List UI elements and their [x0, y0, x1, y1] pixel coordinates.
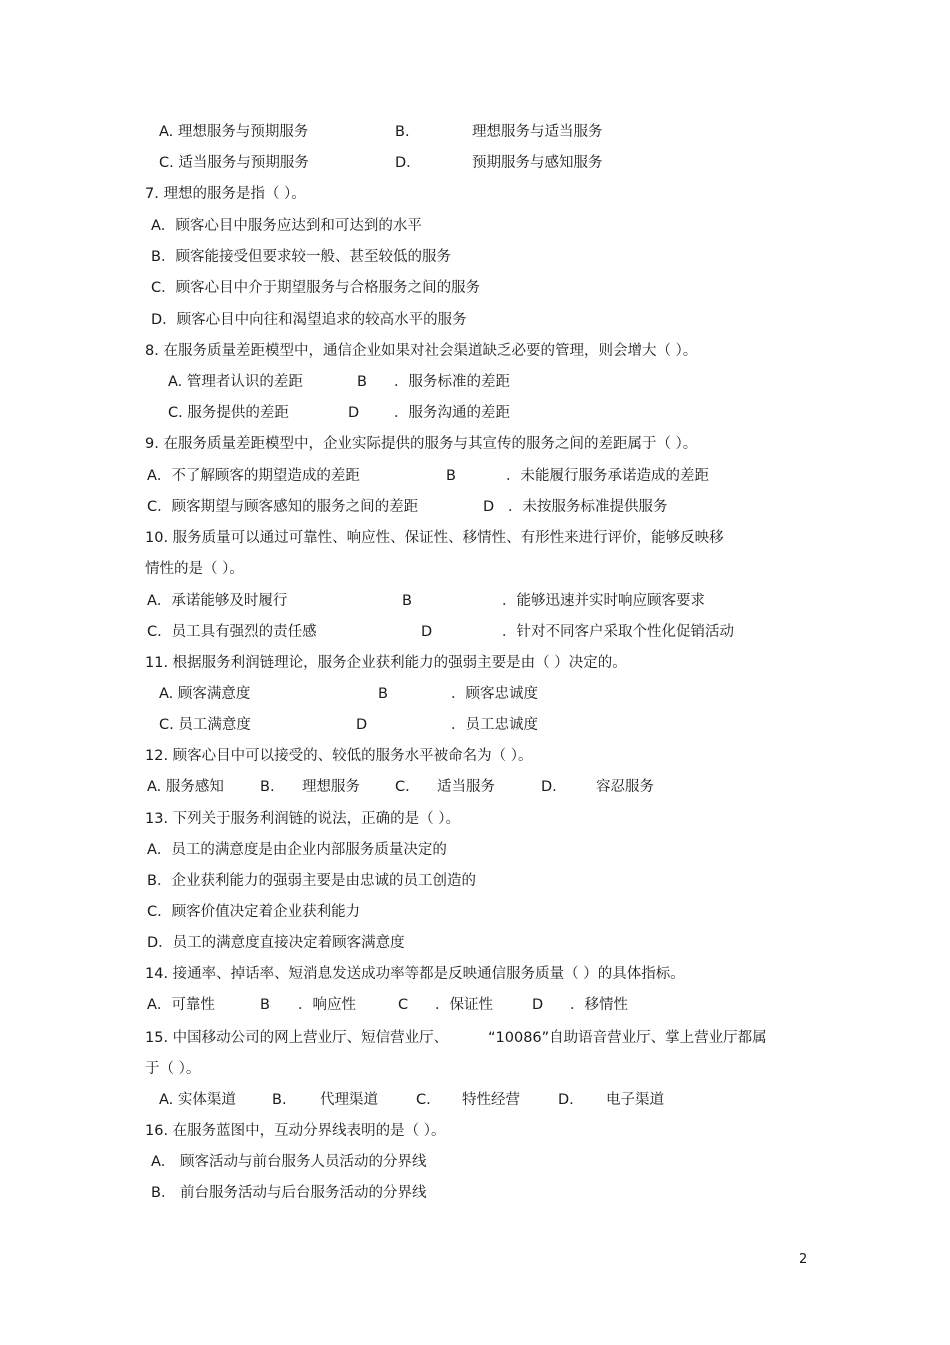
option-text: ．移情性	[570, 997, 628, 1013]
option-text: ．服务标准的差距	[394, 374, 510, 390]
option-row: A. 管理者认识的差距	[168, 374, 303, 390]
question-10-continued: 情性的是（ ）。	[145, 561, 244, 577]
option-letter: B	[260, 997, 270, 1013]
option-letter: D	[483, 499, 495, 515]
question-13: 13. 下列关于服务利润链的说法，正确的是（ ）。	[145, 811, 461, 827]
option-row: A．员工的满意度是由企业内部服务质量决定的	[147, 842, 447, 858]
option-row: C. 服务提供的差距	[168, 405, 289, 421]
option-text: ．保证性	[435, 997, 493, 1013]
option-row: A．不了解顾客的期望造成的差距	[147, 468, 360, 484]
option-letter: C.	[395, 779, 410, 795]
option-text: 理想服务与适当服务	[472, 124, 603, 140]
question-12: 12. 顾客心目中可以接受的、较低的服务水平被命名为（ ）。	[145, 748, 533, 764]
option-text: ．针对不同客户采取个性化促销活动	[502, 624, 734, 640]
option-text: 特性经营	[462, 1092, 520, 1108]
option-letter: B	[446, 468, 456, 484]
page-number: 2	[799, 1252, 808, 1267]
option-row: C. 适当服务与预期服务	[159, 155, 309, 171]
option-letter: D	[356, 717, 368, 733]
question-16: 16. 在服务蓝图中，互动分界线表明的是（ ）。	[145, 1123, 446, 1139]
option-text: 适当服务	[437, 779, 495, 795]
option-text: ．响应性	[298, 997, 356, 1013]
question-14: 14. 接通率、掉话率、短消息发送成功率等都是反映通信服务质量（ ）的具体指标。	[145, 966, 685, 982]
option-text: 电子渠道	[606, 1092, 664, 1108]
option-row: D．顾客心目中向往和渴望追求的较高水平的服务	[151, 312, 467, 328]
question-10: 10. 服务质量可以通过可靠性、响应性、保证性、移情性、有形性来进行评价，能够反映移	[145, 530, 724, 546]
option-letter: B	[402, 593, 412, 609]
option-letter: D	[421, 624, 433, 640]
option-row: A. 实体渠道	[159, 1092, 236, 1108]
option-letter: D.	[541, 779, 557, 795]
option-row: A. 顾客满意度	[159, 686, 251, 702]
option-text: 代理渠道	[320, 1092, 378, 1108]
option-text: ．未能履行服务承诺造成的差距	[506, 468, 709, 484]
option-row: C．顾客期望与顾客感知的服务之间的差距	[147, 499, 419, 515]
question-9: 9. 在服务质量差距模型中，企业实际提供的服务与其宣传的服务之间的差距属于（ ）。	[145, 436, 698, 452]
question-15: 15. 中国移动公司的网上营业厅、短信营业厅、	[145, 1030, 449, 1046]
option-letter: C	[398, 997, 409, 1013]
option-letter: B.	[395, 124, 410, 140]
option-text: ．能够迅速并实时响应顾客要求	[502, 593, 705, 609]
option-letter: D.	[395, 155, 411, 171]
option-row: B．顾客能接受但要求较一般、甚至较低的服务	[151, 249, 451, 265]
option-row: A．可靠性	[147, 997, 215, 1013]
option-row: A．顾客心目中服务应达到和可达到的水平	[151, 218, 422, 234]
question-7: 7. 理想的服务是指（ ）。	[145, 186, 306, 202]
option-row: A. 服务感知	[147, 779, 224, 795]
option-row: C．顾客价值决定着企业获利能力	[147, 904, 361, 920]
option-letter: D	[532, 997, 544, 1013]
option-row: C．员工具有强烈的责任感	[147, 624, 317, 640]
option-row: A．承诺能够及时履行	[147, 593, 288, 609]
question-11: 11. 根据服务利润链理论，服务企业获利能力的强弱主要是由（ ）决定的。	[145, 655, 627, 671]
option-row: B． 前台服务活动与后台服务活动的分界线	[151, 1185, 427, 1201]
option-letter: B	[378, 686, 388, 702]
option-text: ．员工忠诚度	[451, 717, 538, 733]
option-letter: B	[357, 374, 367, 390]
option-letter: B.	[272, 1092, 287, 1108]
question-15-continued: 于（ ）。	[145, 1061, 201, 1077]
option-letter: B.	[260, 779, 275, 795]
option-letter: C.	[416, 1092, 431, 1108]
option-text: ．未按服务标准提供服务	[508, 499, 668, 515]
option-text: ．顾客忠诚度	[451, 686, 538, 702]
option-text: ．服务沟通的差距	[394, 405, 510, 421]
option-text: 容忍服务	[596, 779, 654, 795]
option-letter: D.	[558, 1092, 574, 1108]
question-8: 8. 在服务质量差距模型中，通信企业如果对社会渠道缺乏必要的管理，则会增大（ ）。	[145, 343, 698, 359]
option-row: A． 顾客活动与前台服务人员活动的分界线	[151, 1154, 427, 1170]
option-row: B．企业获利能力的强弱主要是由忠诚的员工创造的	[147, 873, 476, 889]
option-row: D．员工的满意度直接决定着顾客满意度	[147, 935, 405, 951]
option-row: C．顾客心目中介于期望服务与合格服务之间的服务	[151, 280, 481, 296]
option-text: 预期服务与感知服务	[472, 155, 603, 171]
option-row: C. 员工满意度	[159, 717, 251, 733]
option-letter: D	[348, 405, 360, 421]
option-text: 理想服务	[302, 779, 360, 795]
option-row: A. 理想服务与预期服务	[159, 124, 309, 140]
question-15-text: “10086”自助语音营业厅、掌上营业厅都属	[488, 1030, 767, 1046]
